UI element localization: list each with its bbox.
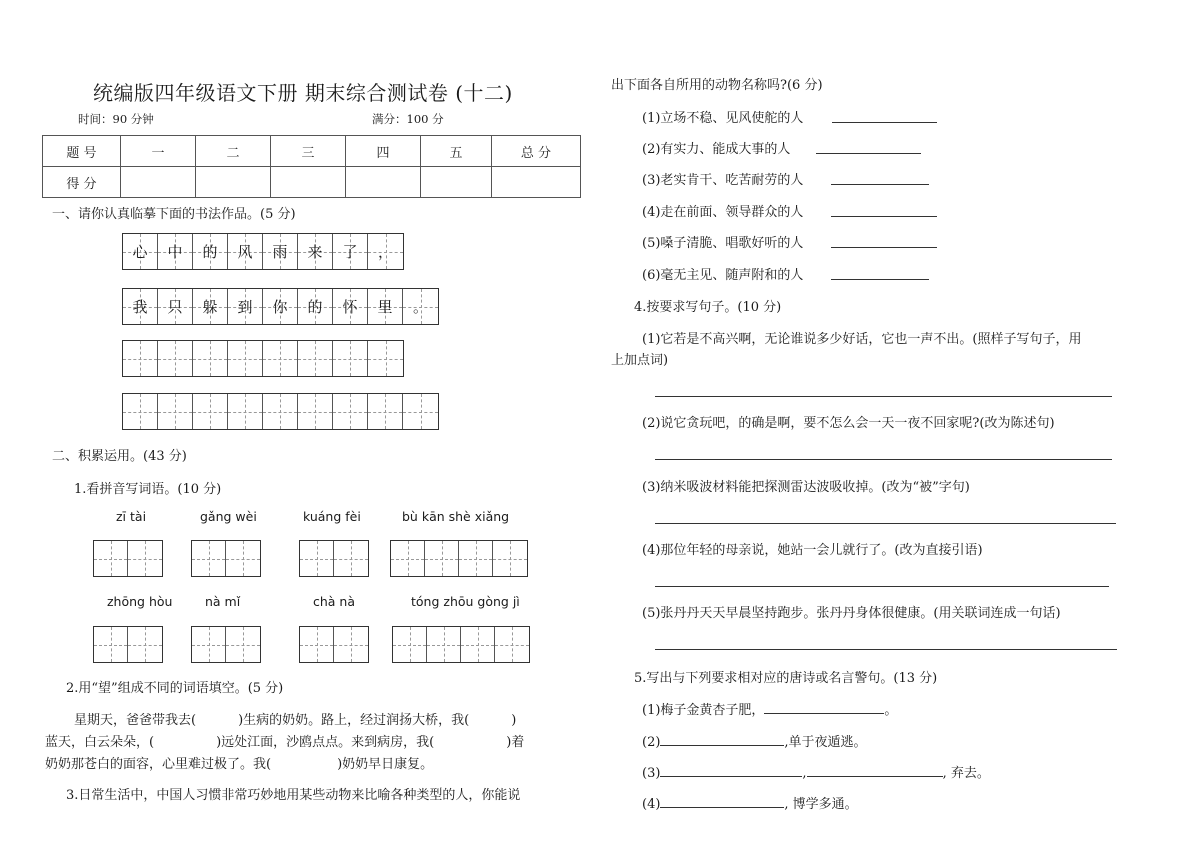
pinyin-label: chà nà — [313, 594, 356, 609]
answer-line[interactable] — [816, 153, 921, 154]
practice-cell[interactable] — [298, 394, 333, 429]
pinyin-label: bù kān shè xiǎng — [402, 509, 510, 524]
answer-box-2[interactable] — [93, 626, 163, 663]
calligraphy-cell: 只 — [158, 289, 193, 324]
section2-heading: 二、积累运用。(43 分) — [52, 449, 187, 464]
score-cell[interactable] — [346, 167, 421, 198]
calligraphy-row-2 — [122, 288, 439, 325]
table-cell: 题 号 — [43, 136, 121, 167]
calligraphy-cell: 的 — [298, 289, 333, 324]
calligraphy-cell: 雨 — [263, 234, 298, 269]
calligraphy-row-1 — [122, 233, 404, 270]
q2-heading: 2.用“望”组成不同的词语填空。(5 分) — [66, 681, 284, 696]
pinyin-label: tóng zhōu gòng jì — [411, 594, 520, 609]
fill-blank[interactable] — [660, 776, 802, 777]
q3-item: (1)立场不稳、见风使舵的人 — [642, 111, 804, 126]
answer-line[interactable] — [831, 247, 937, 248]
answer-cell[interactable] — [192, 627, 226, 662]
fill-blank[interactable] — [807, 776, 943, 777]
answer-cell[interactable] — [334, 541, 368, 576]
q5-item-1: (1)梅子金黄杏子肥， 。 — [642, 703, 898, 718]
q1-heading: 1.看拼音写词语。(10 分) — [74, 482, 222, 497]
calligraphy-cell: 你 — [263, 289, 298, 324]
answer-cell[interactable] — [334, 627, 368, 662]
calligraphy-cell: 来 — [298, 234, 333, 269]
calligraphy-cell: 心 — [123, 234, 158, 269]
score-cell[interactable] — [121, 167, 196, 198]
answer-line[interactable] — [831, 184, 929, 185]
answer-cell[interactable] — [226, 627, 260, 662]
answer-line[interactable] — [655, 523, 1116, 524]
practice-cell[interactable] — [333, 394, 368, 429]
q5-item-2: (2) ,单于夜遁逃。 — [642, 735, 867, 750]
answer-cell[interactable] — [94, 541, 128, 576]
calligraphy-cell: 躲 — [193, 289, 228, 324]
answer-cell[interactable] — [461, 627, 495, 662]
score-table-header-row — [43, 136, 581, 167]
answer-cell[interactable] — [300, 541, 334, 576]
table-cell: 得 分 — [43, 167, 121, 198]
practice-cell[interactable] — [123, 394, 158, 429]
q2-paragraph-line1: 星期天，爸爸带我去( )生病的奶奶。路上，经过润扬大桥，我( ) — [74, 713, 517, 728]
calligraphy-cell: 的 — [193, 234, 228, 269]
score-cell[interactable] — [492, 167, 581, 198]
q3-item: (2)有实力、能成大事的人 — [642, 142, 791, 157]
practice-cell[interactable] — [298, 341, 333, 376]
exam-time: 时间：90 分钟 — [78, 112, 154, 126]
q3-heading: 3.日常生活中，中国人习惯非常巧妙地用某些动物来比喻各种类型的人，你能说 — [66, 788, 521, 803]
practice-cell[interactable] — [228, 341, 263, 376]
practice-cell[interactable] — [333, 341, 368, 376]
practice-cell[interactable] — [368, 341, 403, 376]
q3-item: (4)走在前面、领导群众的人 — [642, 205, 804, 220]
answer-box-2[interactable] — [191, 540, 261, 577]
calligraphy-cell: 怀 — [333, 289, 368, 324]
practice-cell[interactable] — [158, 341, 193, 376]
answer-cell[interactable] — [493, 541, 527, 576]
q4-item-4: (4)那位年轻的母亲说，她站一会儿就行了。(改为直接引语) — [642, 543, 983, 558]
fill-blank[interactable] — [764, 713, 884, 714]
table-cell: 一 — [121, 136, 196, 167]
table-cell: 三 — [271, 136, 346, 167]
pinyin-label: zī tài — [116, 509, 147, 524]
answer-line[interactable] — [831, 279, 929, 280]
q5-heading: 5.写出与下列要求相对应的唐诗或名言警句。(13 分) — [634, 671, 938, 686]
q3-item: (6)毫无主见、随声附和的人 — [642, 268, 804, 283]
q5-item-4: (4) , 博学多通。 — [642, 797, 858, 812]
practice-cell[interactable] — [158, 394, 193, 429]
pinyin-label: zhōng hòu — [107, 594, 173, 609]
calligraphy-cell: 了 — [333, 234, 368, 269]
pinyin-label: nà mǐ — [205, 594, 241, 609]
q3-item: (5)嗓子清脆、唱歌好听的人 — [642, 236, 804, 251]
practice-cell[interactable] — [193, 394, 228, 429]
answer-cell[interactable] — [495, 627, 529, 662]
score-table-score-row — [43, 167, 581, 198]
answer-box-2[interactable] — [299, 540, 369, 577]
table-cell: 二 — [196, 136, 271, 167]
answer-cell[interactable] — [226, 541, 260, 576]
q4-item-1: (1)它若是不高兴啊，无论谁说多少好话，它也一声不出。(照样子写句子，用 — [642, 332, 1082, 347]
answer-line[interactable] — [655, 459, 1112, 460]
answer-cell[interactable] — [391, 541, 425, 576]
calligraphy-cell: 我 — [123, 289, 158, 324]
pinyin-label: gǎng wèi — [200, 509, 257, 524]
score-cell[interactable] — [196, 167, 271, 198]
exam-full-score: 满分：100 分 — [372, 112, 444, 126]
answer-cell[interactable] — [459, 541, 493, 576]
answer-box-4[interactable] — [390, 540, 528, 577]
page-title: 统编版四年级语文下册 期末综合测试卷 (十二) — [93, 81, 513, 105]
answer-cell[interactable] — [128, 541, 162, 576]
practice-cell[interactable] — [263, 394, 298, 429]
q5-item-3: (3) , , 弃去。 — [642, 766, 990, 781]
table-cell: 五 — [421, 136, 492, 167]
answer-cell[interactable] — [393, 627, 427, 662]
q4-item-2: (2)说它贪玩吧，的确是啊，要不怎么会一天一夜不回家呢?(改为陈述句) — [642, 416, 1055, 431]
answer-cell[interactable] — [192, 541, 226, 576]
practice-cell[interactable] — [403, 394, 438, 429]
practice-cell[interactable] — [228, 394, 263, 429]
practice-cell[interactable] — [123, 341, 158, 376]
practice-row-1[interactable] — [122, 340, 404, 377]
calligraphy-cell: 到 — [228, 289, 263, 324]
score-table — [42, 135, 581, 198]
answer-line[interactable] — [831, 216, 937, 217]
practice-cell[interactable] — [368, 394, 403, 429]
score-cell[interactable] — [421, 167, 492, 198]
answer-cell[interactable] — [427, 627, 461, 662]
practice-cell[interactable] — [263, 341, 298, 376]
calligraphy-cell: ， — [368, 234, 403, 269]
score-cell[interactable] — [271, 167, 346, 198]
answer-cell[interactable] — [425, 541, 459, 576]
calligraphy-cell: 。 — [403, 289, 438, 324]
practice-cell[interactable] — [193, 341, 228, 376]
answer-line[interactable] — [655, 396, 1112, 397]
pinyin-label: kuáng fèi — [303, 509, 361, 524]
fill-blank[interactable] — [660, 745, 784, 746]
answer-line[interactable] — [832, 122, 937, 123]
q3-heading-continued: 出下面各自所用的动物名称吗?(6 分) — [611, 78, 823, 93]
answer-cell[interactable] — [300, 627, 334, 662]
section1-heading: 一、请你认真临摹下面的书法作品。(5 分) — [52, 207, 296, 222]
q4-item-3: (3)纳米吸波材料能把探测雷达波吸收掉。(改为“被”字句) — [642, 480, 970, 495]
calligraphy-cell: 风 — [228, 234, 263, 269]
q2-paragraph-line3: 奶奶那苍白的面容，心里难过极了。我( )奶奶早日康复。 — [45, 757, 434, 772]
q4-heading: 4.按要求写句子。(10 分) — [634, 300, 782, 315]
answer-box-4[interactable] — [392, 626, 530, 663]
q2-paragraph-line2: 蓝天，白云朵朵，( )远处江面，沙鸥点点。来到病房，我( )着 — [45, 735, 525, 750]
calligraphy-cell: 中 — [158, 234, 193, 269]
answer-cell[interactable] — [128, 627, 162, 662]
answer-line[interactable] — [655, 586, 1109, 587]
q4-item-5: (5)张丹丹天天早晨坚持跑步。张丹丹身体很健康。(用关联词连成一句话) — [642, 606, 1061, 621]
table-cell: 四 — [346, 136, 421, 167]
answer-box-2[interactable] — [93, 540, 163, 577]
answer-cell[interactable] — [94, 627, 128, 662]
practice-row-2[interactable] — [122, 393, 439, 430]
q3-item: (3)老实肯干、吃苦耐劳的人 — [642, 173, 804, 188]
calligraphy-cell: 里 — [368, 289, 403, 324]
q4-item-1-continued: 上加点词) — [611, 353, 669, 368]
answer-box-2[interactable] — [191, 626, 261, 663]
table-cell: 总 分 — [492, 136, 581, 167]
fill-blank[interactable] — [660, 807, 784, 808]
answer-line[interactable] — [655, 649, 1117, 650]
answer-box-2[interactable] — [299, 626, 369, 663]
